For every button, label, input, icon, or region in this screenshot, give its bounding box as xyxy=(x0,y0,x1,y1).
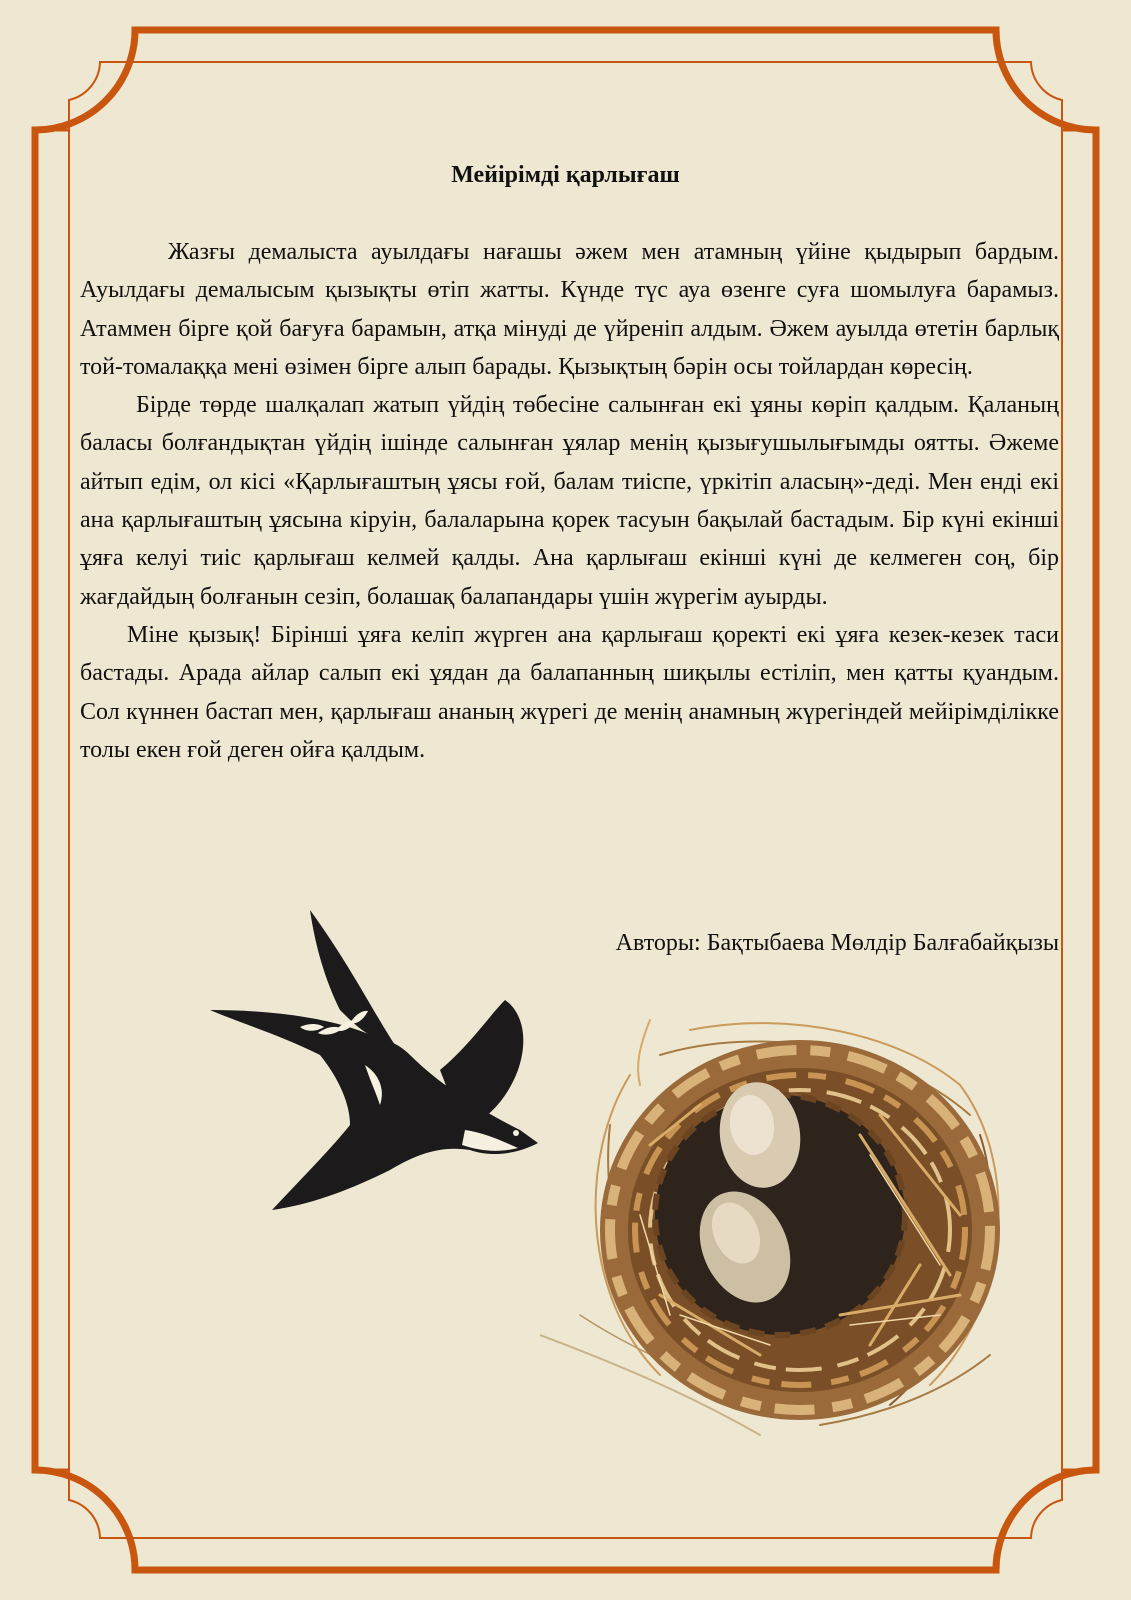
nest-with-eggs-illustration xyxy=(540,1015,1040,1455)
story-text xyxy=(80,233,1059,769)
story-paragraph-3: Міне қызық! Бірінші ұяға келіп жүрген ана қарлығаш қоректі екі ұяға кезек-кезек таси бастады. Арада айлар салып екі ұядан да балапанның шиқылы естіліп, мен қатты қуандым. Сол күннен бастап мен, қарлығаш ананың жүрегі де менің анамның жүрегіндей мейірімділікке толы екен ғой деген ойға қалдым. xyxy=(80,621,1059,763)
story-paragraph-2: Бірде төрде шалқалап жатып үйдің төбесіне салынған екі ұяны көріп қалдым. Қаланың баласы болғандықтан үйдің ішінде салынған ұялар менің қызығушылығымды оятты. Әжеме айтып едім, ол кісі «Қарлығаштың ұясы ғой, балам тиіспе, үркітіп аласың»-деді. Мен енді екі ана қарлығаштың ұясына кіруін, балаларына қорек тасуын бақылай бастадым. Бір күні екінші ұяға келуі тиіс қарлығаш келмей қалды. Ана қарлығаш екінші күні де келмеген соң, бір жағдайдың болғанын сезіп, болашақ балапандары үшін жүрегім ауырды. xyxy=(80,392,1059,610)
story-paragraph-1: Жазғы демалыста ауылдағы нағашы әжем мен атамның үйіне қыдырып бардым. Ауылдағы демалысым қызықты өтіп жатты. Күнде түс ауа өзенге суға шомылуға барамыз. Атаммен бірге қой бағуға барамын, атқа мінуді де үйреніп алдым. Әжем ауылда өтетін барлық той-томалаққа мені өзімен бірге алып барады. Қызықтың бәрін осы тойлардан көресің. xyxy=(80,239,1059,380)
swallow-illustration xyxy=(200,905,550,1235)
page-title: Мейірімді қарлығаш xyxy=(451,162,680,188)
author-line: Авторы: Бақтыбаева Мөлдір Балғабайқызы xyxy=(615,930,1059,956)
